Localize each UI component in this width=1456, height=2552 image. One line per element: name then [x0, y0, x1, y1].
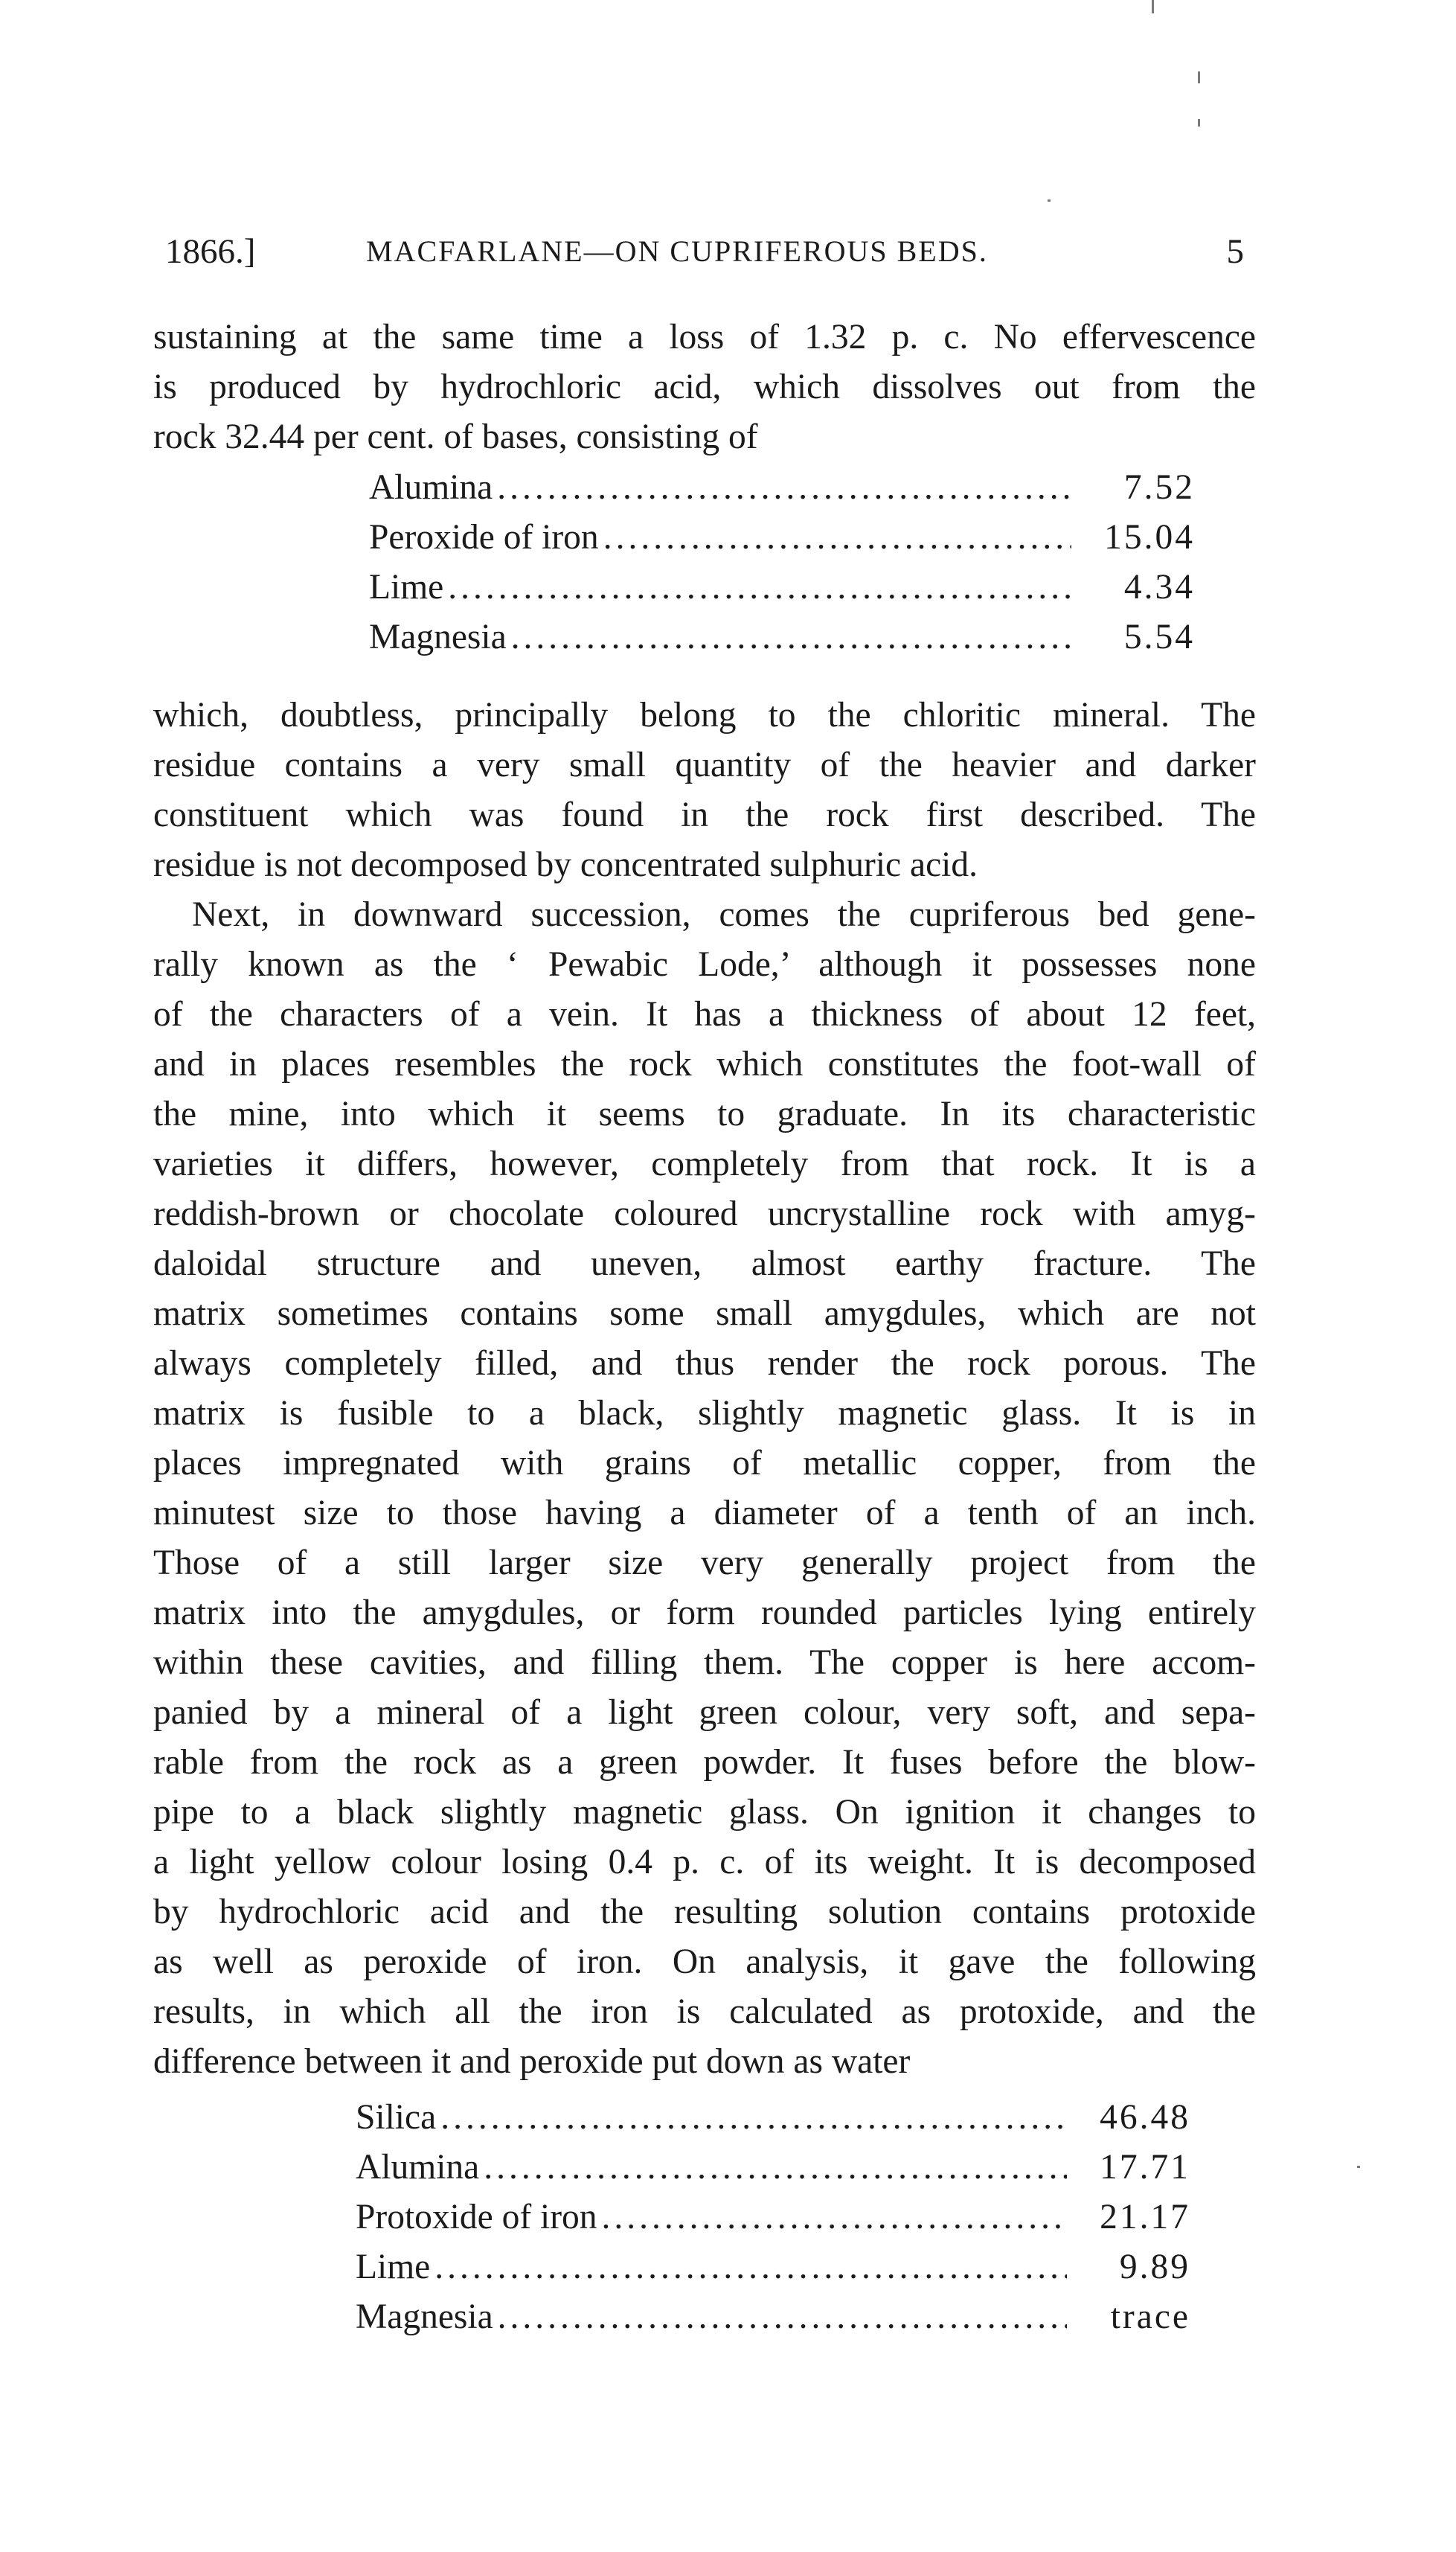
book-page	[153, 0, 1254, 2552]
text-line: which, doubtless, principally belong to the chloritic mineral. The	[153, 696, 1256, 735]
constituent-name: Silica	[356, 2098, 437, 2137]
constituent-name: Lime	[356, 2248, 431, 2286]
text-line: matrix into the amygdules, or form rounded particles lying entirely	[153, 1593, 1256, 1632]
table-row	[369, 513, 1195, 563]
constituent-value: 17.71	[1100, 2148, 1190, 2187]
table-row	[369, 563, 1195, 613]
text-line: constituent which was found in the rock first described. The	[153, 796, 1256, 834]
table-row	[356, 2143, 1190, 2193]
table-row	[356, 2093, 1190, 2143]
analysis-table	[356, 2093, 1190, 2342]
text-line: matrix is fusible to a black, slightly magnetic glass. It is in	[153, 1394, 1256, 1433]
text-line: Next, in downward succession, comes the cupriferous bed gene-	[192, 895, 1256, 934]
dot-leader	[434, 2242, 1067, 2292]
dot-leader	[440, 2093, 1067, 2143]
paragraph-pewabic-lode	[153, 890, 1256, 2087]
constituent-value: 4.34	[1123, 568, 1195, 607]
text-line: matrix sometimes contains some small amygdules, which are not	[153, 1294, 1256, 1333]
constituent-name: Peroxide of iron	[369, 518, 599, 557]
text-line: panied by a mineral of a light green colour, very soft, and sepa-	[153, 1693, 1256, 1732]
text-line: always completely filled, and thus render the rock porous. The	[153, 1344, 1256, 1383]
text-line: the mine, into which it seems to graduate. In its characteristic	[153, 1095, 1256, 1133]
table-row	[356, 2193, 1190, 2242]
constituent-name: Protoxide of iron	[356, 2198, 597, 2236]
text-line: is produced by hydrochloric acid, which dissolves out from the	[153, 368, 1256, 406]
constituent-name: Magnesia	[356, 2297, 493, 2336]
dot-leader	[603, 513, 1071, 563]
text-line: of the characters of a vein. It has a thickness of about 12 feet,	[153, 995, 1256, 1034]
text-line: residue is not decomposed by concentrated sulphuric acid.	[153, 845, 978, 884]
text-line: sustaining at the same time a loss of 1.32 p. c. No effervescence	[153, 318, 1256, 356]
text-line: results, in which all the iron is calculated as protoxide, and the	[153, 1992, 1256, 2031]
text-line: by hydrochloric acid and the resulting solution contains protoxide	[153, 1893, 1256, 1931]
text-line: rally known as the ‘ Pewabic Lode,’ although it possesses none	[153, 945, 1256, 984]
text-line: within these cavities, and filling them. The copper is here accom-	[153, 1643, 1256, 1682]
scan-speck	[1198, 119, 1200, 127]
header-title: MACFARLANE—ON CUPRIFEROUS BEDS.	[366, 234, 988, 268]
table-row	[356, 2292, 1190, 2342]
text-line: places impregnated with grains of metallic copper, from the	[153, 1444, 1256, 1483]
constituent-value: 15.04	[1104, 518, 1195, 557]
scan-speck	[1152, 0, 1154, 13]
text-line: residue contains a very small quantity of the heavier and darker	[153, 746, 1256, 784]
scan-speck	[1198, 71, 1200, 83]
text-line: minutest size to those having a diameter of a tenth of an inch.	[153, 1494, 1256, 1532]
paragraph-residue	[153, 691, 1256, 890]
constituent-value: 7.52	[1123, 468, 1195, 507]
text-line: reddish-brown or chocolate coloured uncrystalline rock with amyg-	[153, 1195, 1256, 1233]
text-line: as well as peroxide of iron. On analysis, it gave the following	[153, 1942, 1256, 1981]
dot-leader	[498, 2292, 1067, 2342]
dot-leader	[511, 613, 1071, 662]
constituent-value: 5.54	[1123, 618, 1195, 656]
text-line: Those of a still larger size very generally project from the	[153, 1544, 1256, 1582]
constituent-name: Lime	[369, 568, 444, 607]
constituent-value: 9.89	[1119, 2248, 1190, 2286]
table-row	[356, 2242, 1190, 2292]
paragraph-continuation	[153, 313, 1256, 462]
constituent-name: Alumina	[369, 468, 493, 507]
scan-speck	[1048, 199, 1051, 202]
text-line: and in places resembles the rock which constitutes the foot-wall of	[153, 1045, 1256, 1084]
constituent-name: Magnesia	[369, 618, 507, 656]
running-head	[165, 229, 1251, 274]
text-line: rock 32.44 per cent. of bases, consisting of	[153, 418, 758, 456]
constituent-value: 21.17	[1100, 2198, 1190, 2236]
text-line: difference between it and peroxide put down as water	[153, 2042, 911, 2081]
page-number: 5	[1226, 232, 1244, 271]
header-year: 1866.]	[165, 232, 256, 271]
bases-table	[369, 463, 1195, 662]
text-line: daloidal structure and uneven, almost earthy fracture. The	[153, 1244, 1256, 1283]
constituent-value: 46.48	[1100, 2098, 1190, 2137]
text-line: a light yellow colour losing 0.4 p. c. of its weight. It is decomposed	[153, 1843, 1256, 1881]
text-line: rable from the rock as a green powder. It fuses before the blow-	[153, 1743, 1256, 1782]
scan-speck	[1357, 2166, 1360, 2168]
dot-leader	[497, 463, 1071, 513]
table-row	[369, 613, 1195, 662]
dot-leader	[484, 2143, 1067, 2193]
constituent-name: Alumina	[356, 2148, 480, 2187]
table-row	[369, 463, 1195, 513]
dot-leader	[448, 563, 1071, 613]
dot-leader	[602, 2193, 1067, 2242]
text-line: varieties it differs, however, completely from that rock. It is a	[153, 1145, 1256, 1183]
constituent-value: trace	[1110, 2297, 1190, 2336]
text-line: pipe to a black slightly magnetic glass. On ignition it changes to	[153, 1793, 1256, 1832]
